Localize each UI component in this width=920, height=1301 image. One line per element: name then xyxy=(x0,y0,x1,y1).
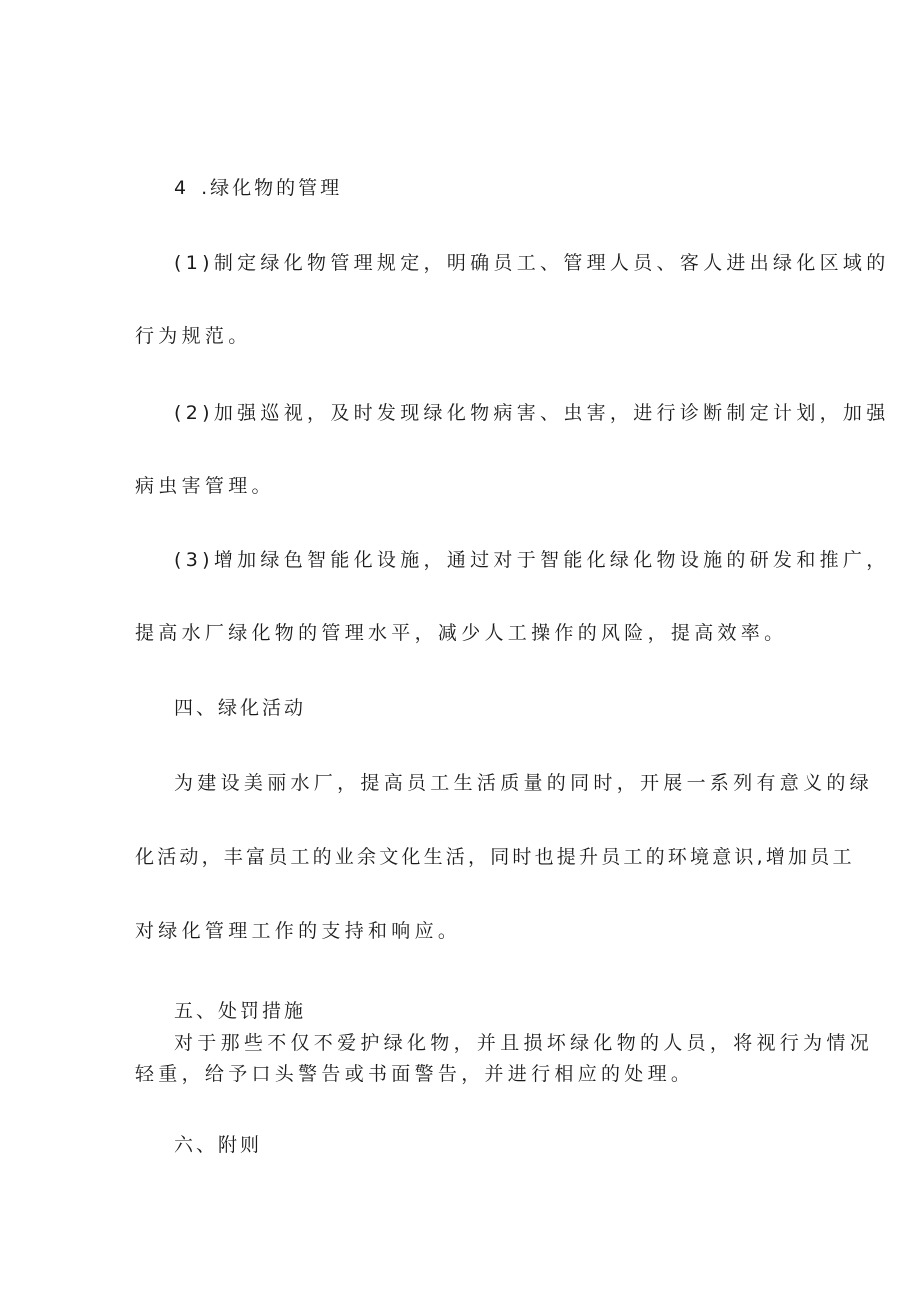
section-4-number: 4 xyxy=(174,177,190,199)
section-4-item-2-line-2: 病虫害管理。 xyxy=(135,475,275,497)
section-five-heading: 五、处罚措施 xyxy=(174,1000,307,1022)
section-four-paragraph-line-1: 为建设美丽水厂，提高员工生活质量的同时，开展一系列有意义的绿 xyxy=(174,772,874,794)
section-4-heading xyxy=(174,176,342,200)
section-four-paragraph-line-3: 对绿化管理工作的支持和响应。 xyxy=(135,920,462,942)
section-4-item-3-line-2: 提高水厂绿化物的管理水平，减少人工操作的风险，提高效率。 xyxy=(135,622,788,644)
section-4-title: .绿化物的管理 xyxy=(201,177,343,199)
section-4-item-3-line-1: (3)增加绿色智能化设施，通过对于智能化绿化物设施的研发和推广， xyxy=(174,549,890,571)
section-4-item-2-line-1: (2)加强巡视，及时发现绿化物病害、虫害，进行诊断制定计划，加强 xyxy=(174,402,890,424)
section-4-item-1-line-1: (1)制定绿化物管理规定，明确员工、管理人员、客人进出绿化区域的 xyxy=(174,252,890,274)
section-four-paragraph-line-2: 化活动，丰富员工的业余文化生活，同时也提升员工的环境意识,增加员工 xyxy=(135,846,855,868)
section-five-paragraph-line-1: 对于那些不仅不爱护绿化物，并且损坏绿化物的人员，将视行为情况 xyxy=(174,1032,874,1054)
section-five-paragraph-line-2: 轻重，给予口头警告或书面警告，并进行相应的处理。 xyxy=(135,1063,695,1085)
section-six-heading: 六、附则 xyxy=(174,1134,263,1156)
section-four-heading: 四、绿化活动 xyxy=(174,697,307,719)
section-4-item-1-line-2: 行为规范。 xyxy=(135,325,252,347)
